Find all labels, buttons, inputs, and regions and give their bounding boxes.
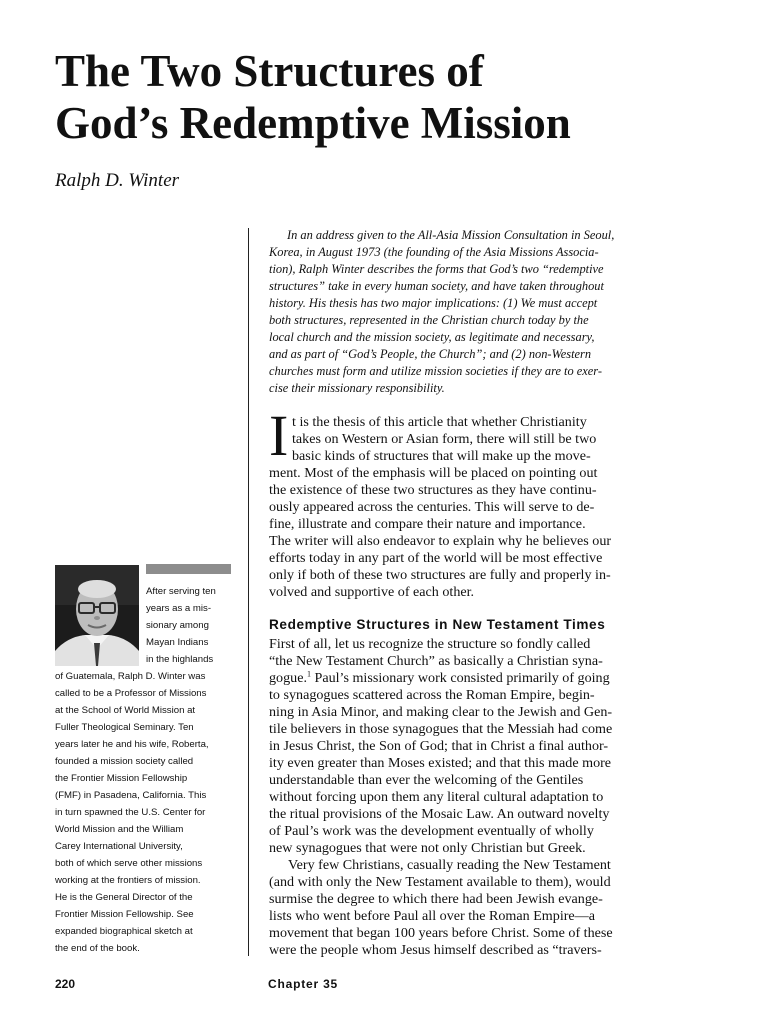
body-line: efforts today in any part of the world will be most effective [269, 550, 603, 566]
author-bio [55, 583, 232, 957]
chapter-label: Chapter 35 [268, 977, 339, 991]
body-line: were the people whom Jesus himself described as “travers- [269, 942, 602, 958]
intro-line: history. His thesis has two major implications: (1) We must accept [269, 296, 598, 310]
bio-line: (FMF) in Pasadena, California. This [55, 790, 207, 801]
bio-accent-bar [146, 564, 231, 574]
intro-line: local church and the mission society, as legitimate and necessary, [269, 330, 595, 344]
bio-line: both of which serve other missions [55, 858, 203, 869]
bio-line: Mayan Indians [146, 637, 209, 648]
body-line: surmise the degree to which there had been Jewish evange- [269, 891, 603, 907]
footnote-marker: 1 [306, 669, 311, 679]
section-body [269, 636, 669, 959]
body-line: ning in Asia Minor, and making clear to the Jewish and Gen- [269, 704, 613, 720]
bio-line: sionary among [146, 620, 209, 631]
body-line: lists who went before Paul all over the Roman Empire—a [269, 908, 596, 924]
bio-line: in turn spawned the U.S. Center for [55, 807, 206, 818]
title-line: The Two Structures of [55, 46, 484, 96]
bio-line: After serving ten [146, 586, 216, 597]
intro-line: and as part of “God’s People, the Church”; and (2) non-Western [269, 347, 592, 361]
page-number: 220 [55, 977, 76, 991]
intro-line: cise their missionary responsibility. [269, 381, 445, 395]
body-line: The writer will also endeavor to explain why he believes our [269, 533, 612, 549]
bio-line: years as a mis- [146, 603, 212, 614]
intro-abstract [269, 227, 659, 397]
body-line: of Paul’s work was the development eventually of wholly [269, 823, 594, 839]
drop-cap: I [269, 403, 289, 468]
intro-line: churches must form and utilize mission societies if they are to exer- [269, 364, 602, 378]
bio-line: Frontier Mission Fellowship. See [55, 909, 194, 920]
opening-paragraph [269, 414, 659, 601]
body-line: movement that began 100 years before Christ. Some of these [269, 925, 613, 941]
body-line: the ritual provisions of the Mosaic Law. An outward novelty [269, 806, 610, 822]
body-line: to synagogues scattered across the Roman Empire, begin- [269, 687, 595, 703]
body-line: takes on Western or Asian form, there will still be two [292, 431, 597, 447]
bio-line: working at the frontiers of mission. [55, 875, 201, 886]
body-line: (and with only the New Testament available to them), would [269, 874, 611, 890]
section-heading: Redemptive Structures in New Testament Times [269, 617, 606, 632]
body-line: only if both of these two structures are fully and properly in- [269, 567, 611, 583]
body-line: First of all, let us recognize the structure so fondly called [269, 636, 591, 652]
body-line: t is the thesis of this article that whether Christianity [292, 414, 587, 430]
intro-line: structures” take in every human society, and have taken throughout [269, 279, 604, 293]
body-line: Very few Christians, casually reading the New Testament [288, 857, 611, 873]
bio-line: of Guatemala, Ralph D. Winter was [55, 671, 206, 682]
author-byline: Ralph D. Winter [55, 170, 180, 191]
body-line: fine, illustrate and compare their nature and importance. [269, 516, 586, 532]
intro-line: In an address given to the All-Asia Mission Consultation in Seoul, [287, 228, 615, 242]
intro-line: tion), Ralph Winter describes the forms that God’s two “redemptive [269, 262, 604, 276]
bio-line: called to be a Professor of Missions [55, 688, 207, 699]
body-line: ously appeared across the centuries. This will serve to de- [269, 499, 595, 515]
body-line: the existence of these two structures as they have continu- [269, 482, 597, 498]
bio-line: founded a mission society called [55, 756, 194, 767]
body-line: volved and supportive of each other. [269, 584, 475, 600]
body-line: in Jesus Christ, the Son of God; that in Christ a final author- [269, 738, 609, 754]
intro-line: Korea, in August 1973 (the founding of the Asia Missions Associa- [269, 245, 599, 259]
bio-line: at the School of World Mission at [55, 705, 196, 716]
bio-line: expanded biographical sketch at [55, 926, 193, 937]
bio-line: Fuller Theological Seminary. Ten [55, 722, 194, 733]
body-line: understandable than ever the welcoming of the Gentiles [269, 772, 584, 788]
body-line: tile believers in those synagogues that the Messiah had come [269, 721, 613, 737]
line-rest: Paul’s missionary work consisted primarily of going [310, 670, 610, 686]
body-line [269, 670, 669, 687]
body-line: new synagogues that were not only Christian but Greek. [269, 840, 586, 856]
body-line: ment. Most of the emphasis will be placed on pointing out [269, 465, 598, 481]
body-line: basic kinds of structures that will make up the move- [292, 448, 591, 464]
title-line: God’s Redemptive Mission [55, 98, 571, 148]
body-line: ity even greater than Moses existed; and that this made more [269, 755, 612, 771]
bio-line: the Frontier Mission Fellowship [55, 773, 188, 784]
bio-line: the end of the book. [55, 943, 140, 954]
article-title [55, 45, 735, 149]
bio-line: Carey International University, [55, 841, 183, 852]
column-divider [248, 228, 249, 956]
bio-line: He is the General Director of the [55, 892, 193, 903]
intro-line: both structures, represented in the Christian church today by the [269, 313, 589, 327]
line-start: gogue. [269, 670, 307, 686]
bio-line: World Mission and the William [55, 824, 184, 835]
bio-line: in the highlands [146, 654, 214, 665]
body-line: “the New Testament Church” as basically a Christian syna- [269, 653, 603, 669]
bio-line: years later he and his wife, Roberta, [55, 739, 209, 750]
body-line: without forcing upon them any literal cultural adaptation to [269, 789, 604, 805]
